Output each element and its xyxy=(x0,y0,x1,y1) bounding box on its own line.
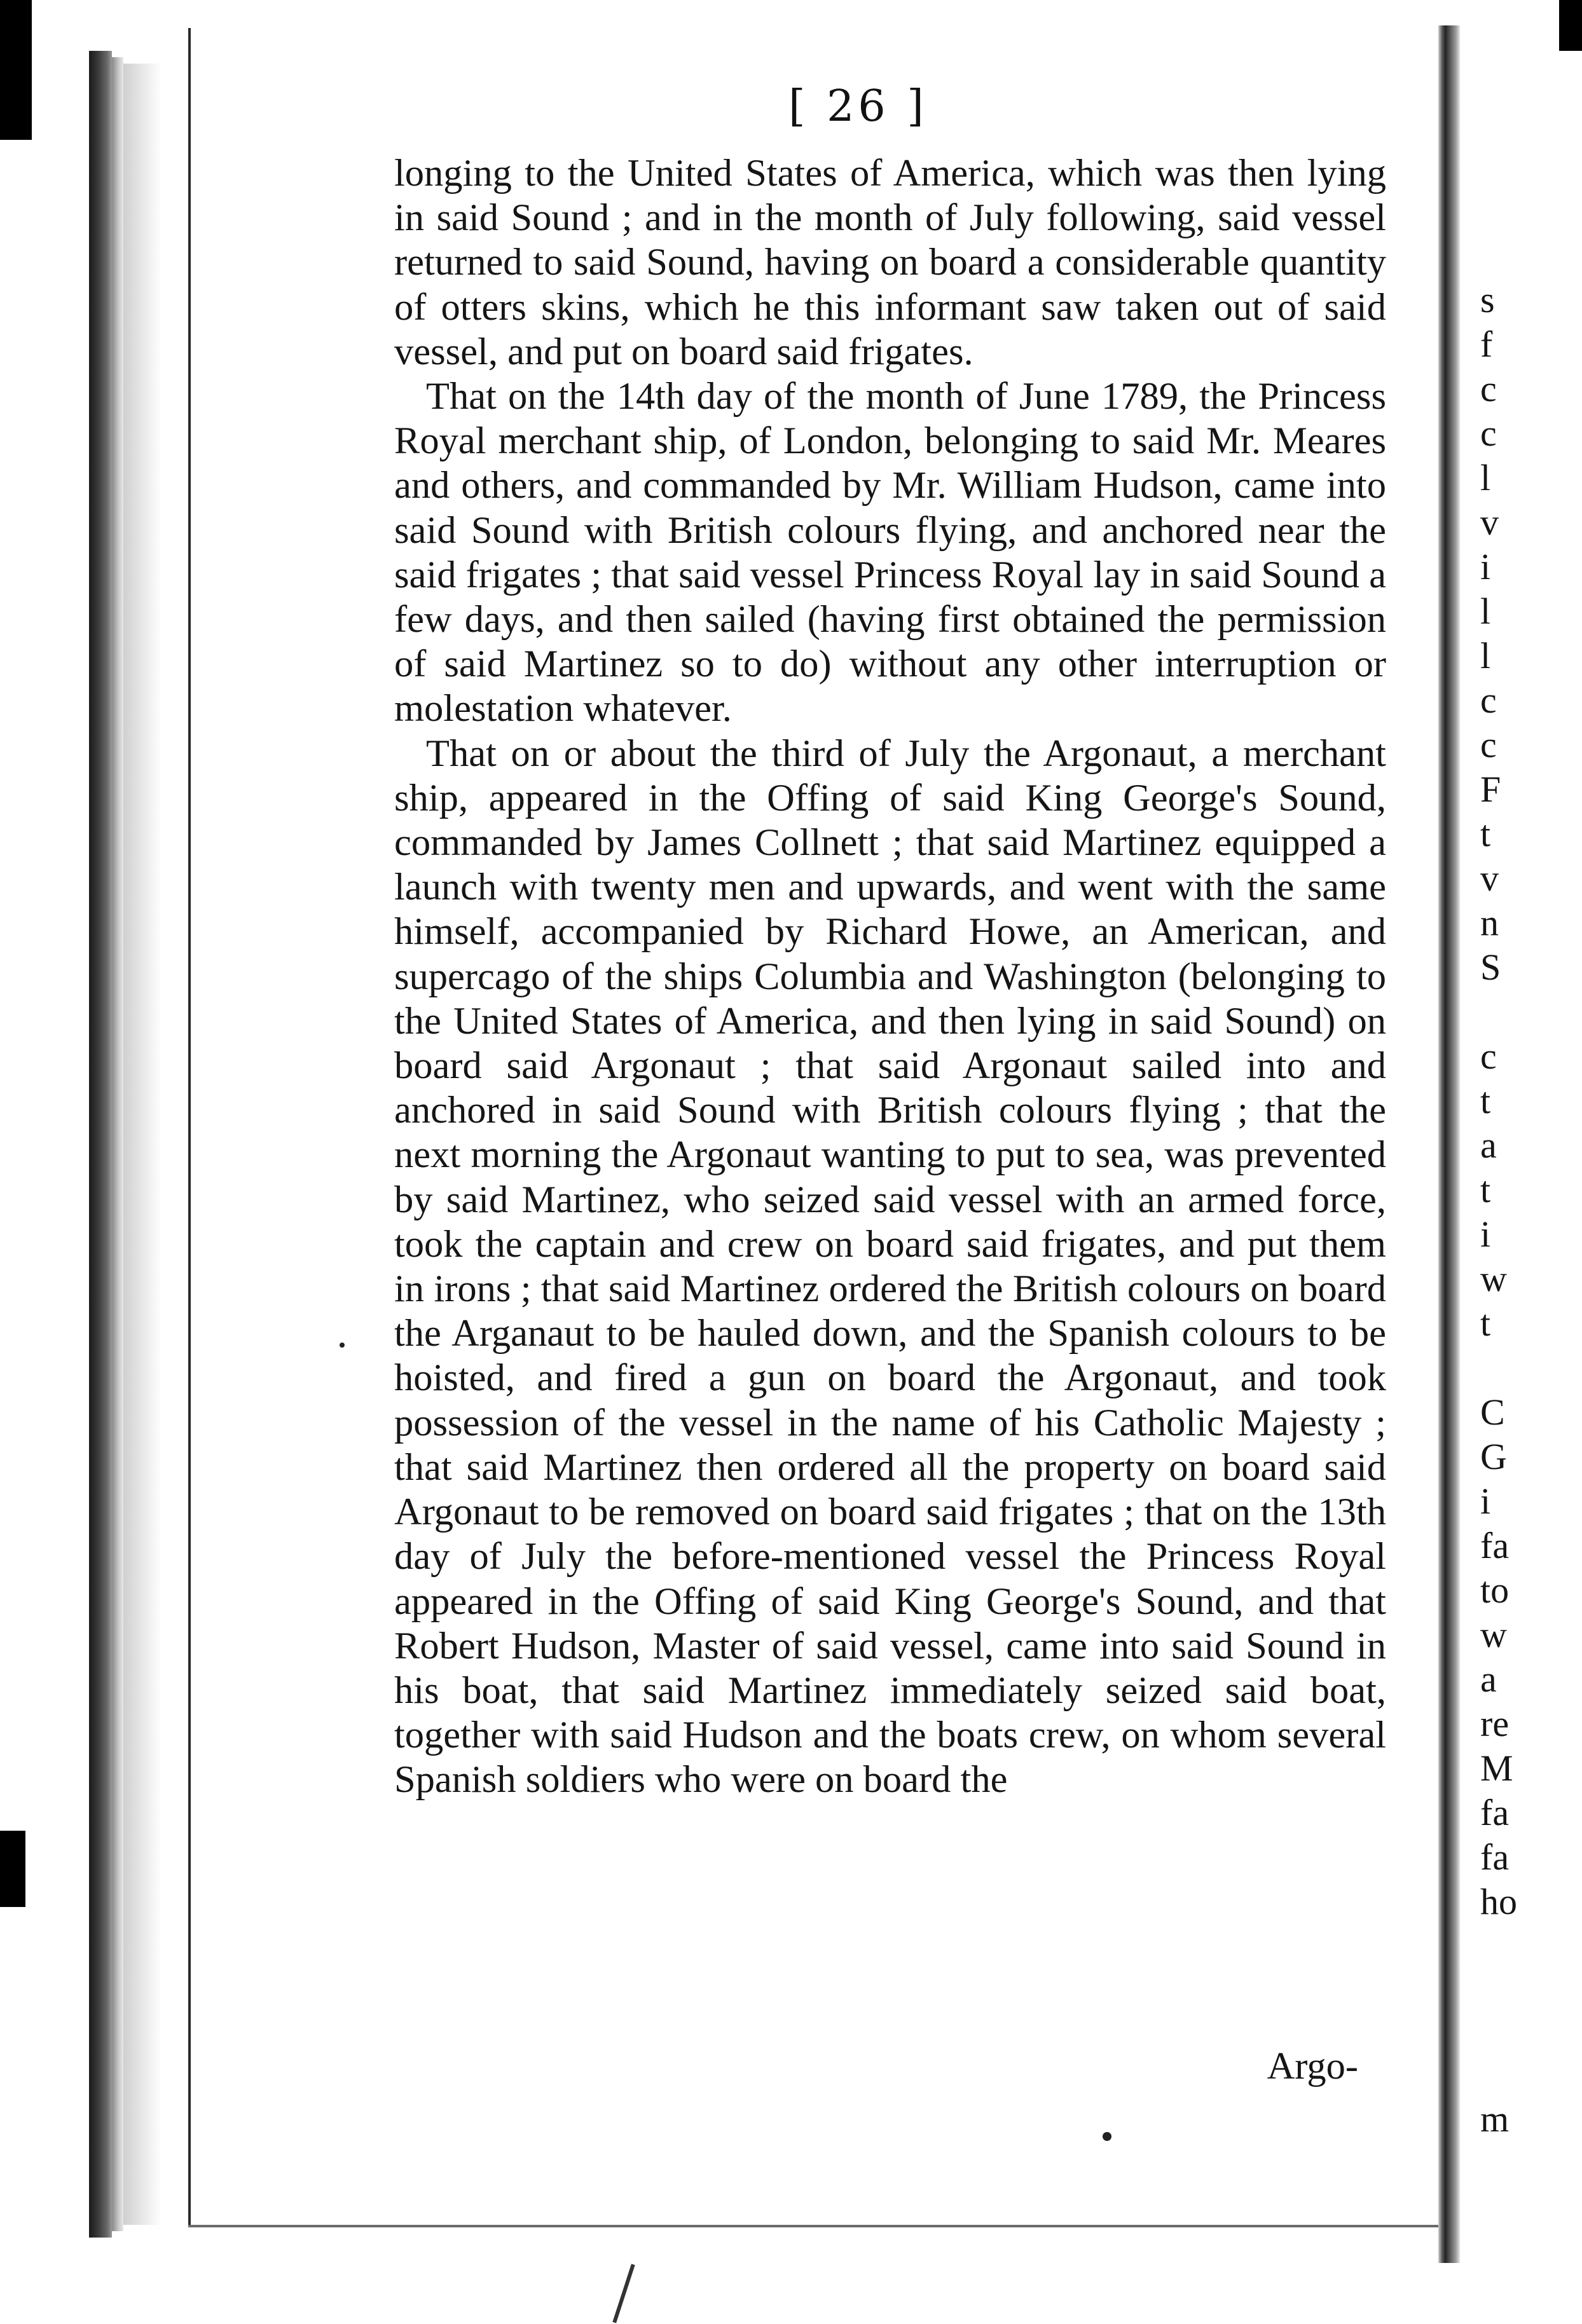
facing-fragment: m xyxy=(1480,2098,1510,2140)
facing-fragment: t xyxy=(1480,1080,1491,1121)
facing-fragment: s xyxy=(1480,279,1495,320)
facing-fragment: a xyxy=(1480,1124,1497,1166)
facing-fragment: f xyxy=(1480,324,1493,365)
facing-fragment: l xyxy=(1480,591,1491,632)
facing-fragment: t xyxy=(1480,1169,1491,1210)
page-bottom-edge xyxy=(188,2225,1447,2227)
facing-fragment: ho xyxy=(1480,1881,1517,1922)
facing-fragment: t xyxy=(1480,1302,1491,1344)
page-fold xyxy=(1438,25,1446,2263)
facing-fragment: a xyxy=(1480,1658,1497,1700)
ink-speck xyxy=(340,1343,345,1348)
facing-fragment: G xyxy=(1480,1436,1507,1477)
facing-fragment: C xyxy=(1480,1391,1505,1433)
facing-fragment: w xyxy=(1480,1614,1507,1655)
facing-fragment: v xyxy=(1480,502,1499,543)
scan-border-left-top xyxy=(0,0,32,140)
facing-fragment: l xyxy=(1480,457,1491,498)
fold-shadow xyxy=(1446,25,1460,2263)
facing-fragment: re xyxy=(1480,1703,1510,1744)
facing-fragment: c xyxy=(1480,1036,1497,1077)
facing-fragment: fa xyxy=(1480,1792,1510,1833)
paragraph-1: longing to the United States of America, which was then lying in said Sound ; and in the month of July following, said vessel returned to said Sound, having on board a considerable quantity of otters skins, which he this informant saw taken out of said vessel, and put on board said frigates. xyxy=(394,152,1386,373)
ink-speck xyxy=(1103,2132,1111,2141)
paragraph-2: That on the 14th day of the month of June 1789, the Princess Royal merchant ship, of London, belonging to said Mr. Meares and others, and commanded by Mr. William Hudson, came into said Sound with British colours flying, and anchored near the said frigates ; that said vessel Princess Royal lay in said Sound a few days, and then sailed (having first obtained the permission of said Martinez so to do) without any other interruption or molestation whatever. xyxy=(394,375,1386,730)
stray-mark xyxy=(612,2264,635,2323)
facing-fragment: i xyxy=(1480,1213,1491,1255)
page-stack-edge xyxy=(112,57,123,2231)
facing-fragment: F xyxy=(1480,769,1501,810)
body-text xyxy=(394,151,1386,1803)
facing-fragment: v xyxy=(1480,858,1499,899)
facing-fragment: w xyxy=(1480,1258,1507,1299)
facing-fragment: M xyxy=(1480,1747,1513,1789)
catchword: Argo- xyxy=(1267,2045,1358,2088)
scan-border-left-bottom xyxy=(0,1831,25,1907)
binding-gutter xyxy=(89,51,112,2238)
facing-fragment: n xyxy=(1480,902,1499,943)
page-number: [ 26 ] xyxy=(788,81,928,132)
gutter-shadow xyxy=(123,64,162,2225)
facing-fragment: i xyxy=(1480,546,1491,587)
page-left-edge xyxy=(188,28,191,2227)
paragraph-3: That on or about the third of July the Argonaut, a merchant ship, appeared in the Offing of said King George's Sound, commanded by James Collnett ; that said Martinez equipped a launch with twenty men and upwards, and went with the same himself, accompanied by Richard Howe, an American, and supercago of the ships Columbia and Washington (belonging to the United States of America, and then lying in said Sound) on board said Argonaut ; that said Argonaut sailed into and anchored in said Sound with British colours flying ; that the next morning the Argonaut wanting to put to sea, was prevented by said Martinez, who seized said vessel with an armed force, took the captain and crew on board said frigates, and put them in irons ; that said Martinez ordered the British colours on board the Arganaut to be hauled down, and the Spanish colours to be hoisted, and fired a gun on board the Argonaut, and took possession of the vessel in the name of his Catholic Majesty ; that said Martinez then ordered all the property on board said Argonaut to be removed on board said frigates ; that on the 13th day of July the before-mentioned vessel the Princess Royal appeared in the Offing of said King George's Sound, and that Robert Hudson, Master of said vessel, came into said Sound in his boat, that said Martinez immediately seized said boat, together with said Hudson and the boats crew, on whom several Spanish soldiers who were on board the xyxy=(394,732,1386,1801)
facing-fragment: c xyxy=(1480,368,1497,409)
facing-fragment: c xyxy=(1480,724,1497,765)
facing-fragment: t xyxy=(1480,813,1491,854)
facing-fragment: l xyxy=(1480,635,1491,676)
facing-fragment: to xyxy=(1480,1569,1510,1611)
scan-border-right-top xyxy=(1559,0,1582,51)
facing-fragment: fa xyxy=(1480,1836,1510,1878)
facing-fragment: S xyxy=(1480,947,1501,988)
facing-fragment: c xyxy=(1480,680,1497,721)
facing-fragment: i xyxy=(1480,1480,1491,1522)
facing-fragment: c xyxy=(1480,413,1497,454)
facing-fragment: fa xyxy=(1480,1525,1510,1566)
